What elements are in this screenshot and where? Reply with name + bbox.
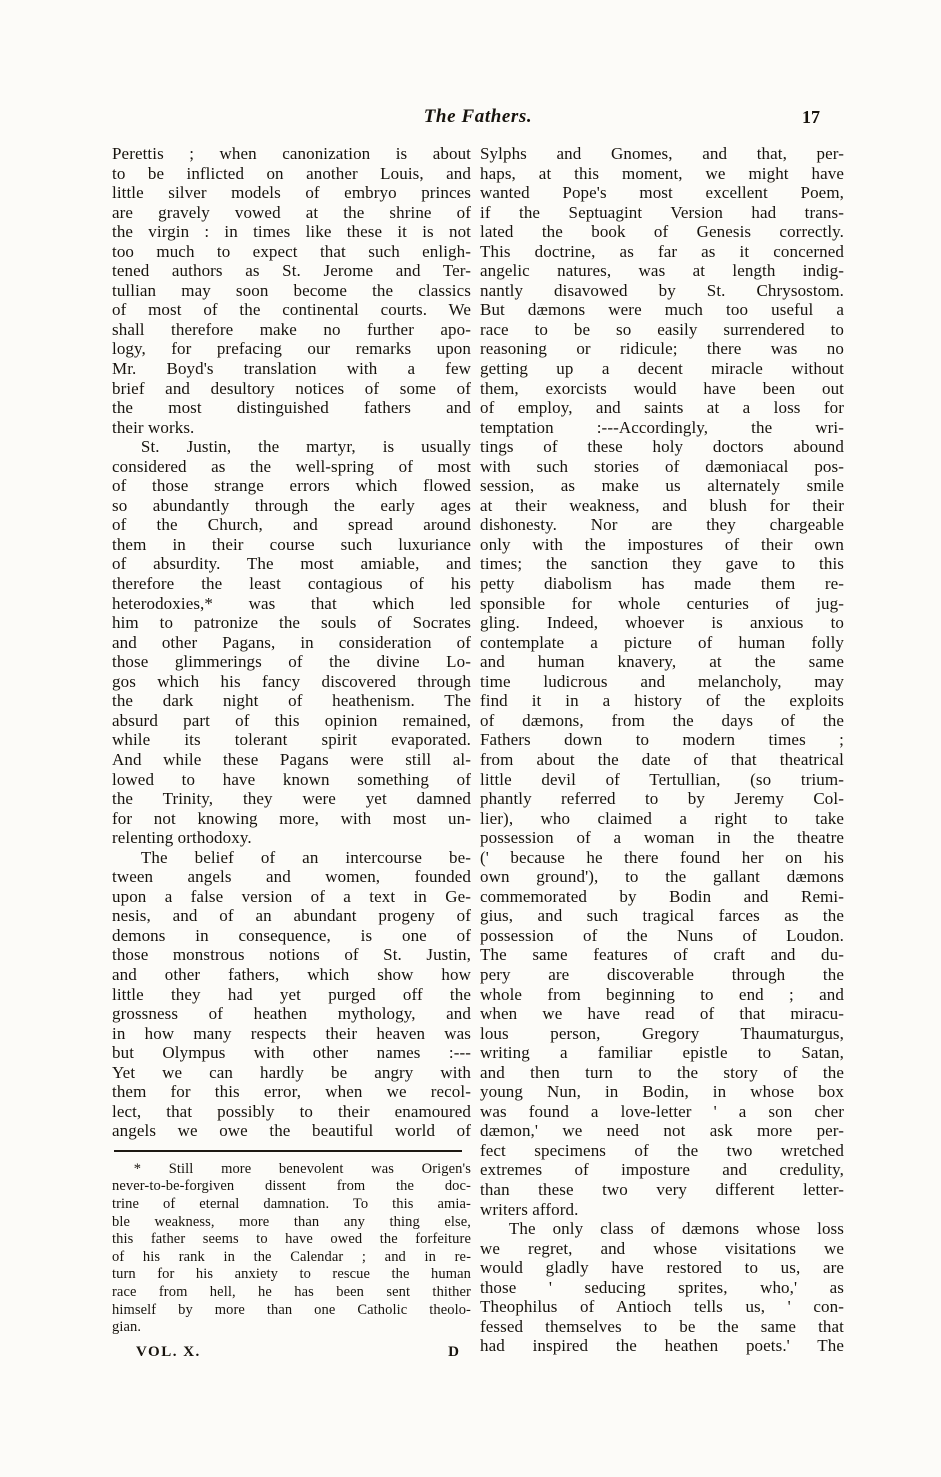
text-line: little they had yet purged off the	[112, 984, 471, 1004]
text-line: in how many respects their heaven was	[112, 1023, 471, 1043]
footnote	[112, 1161, 471, 1337]
text-line: And while these Pagans were still al-	[112, 749, 471, 769]
running-title: The Fathers.	[423, 106, 533, 127]
text-line: trine of eternal damnation. To this amia-	[112, 1196, 471, 1213]
text-line: we regret, and whose visitations we	[480, 1238, 844, 1258]
text-line: sponsible for whole centuries of jug-	[480, 593, 844, 613]
text-line: times; the sanction they gave to this	[480, 554, 844, 574]
paragraph	[112, 848, 471, 1141]
text-line: dishonesty. Nor are they chargeable	[480, 515, 844, 535]
text-line: from about the date of that theatrical	[480, 749, 844, 769]
text-line: of those strange errors which flowed	[112, 476, 471, 496]
text-line: but Olympus with other names :---	[112, 1043, 471, 1063]
text-line: of the Church, and spread around	[112, 515, 471, 535]
text-line: lowed to have known something of	[112, 769, 471, 789]
text-line: Perettis ; when canonization is about	[112, 144, 471, 163]
text-line: This doctrine, as far as it concerned	[480, 241, 844, 261]
column-footer	[112, 1337, 471, 1361]
text-line: therefore the least contagious of his	[112, 574, 471, 594]
text-line: gian.	[112, 1319, 142, 1336]
text-line: brief and desultory notices of some of	[112, 378, 471, 398]
text-line: young Nun, in Bodin, in whose box	[480, 1082, 844, 1102]
text-line: them in their course such luxuriance	[112, 534, 471, 554]
volume-label: VOL. X.	[136, 1343, 201, 1360]
text-line: Theophilus of Antioch tells us, ' con-	[480, 1297, 844, 1317]
text-line: petty diabolism has made them re-	[480, 574, 844, 594]
text-line: lous person, Gregory Thaumaturgus,	[480, 1023, 844, 1043]
text-line: and other Pagans, in consideration of	[112, 632, 471, 652]
text-line: the most distinguished fathers and	[112, 398, 471, 418]
text-line: their works.	[112, 417, 195, 437]
text-line: and human knavery, at the same	[480, 652, 844, 672]
text-line: phantly referred to by Jeremy Col-	[480, 789, 844, 809]
text-line: temptation :---Accordingly, the wri-	[480, 417, 844, 437]
text-line: The same features of craft and du-	[480, 945, 844, 965]
text-line: St. Justin, the martyr, is usually	[140, 437, 471, 457]
text-line: gius, and such tragical farces as the	[480, 906, 844, 926]
text-line: relenting orthodoxy.	[112, 828, 252, 848]
text-line: was found a love-letter ' a son cher	[480, 1101, 844, 1121]
text-line: of dæmons, from the days of the	[480, 710, 844, 730]
text-line: The only class of dæmons whose loss	[508, 1219, 844, 1239]
text-line: tened authors as St. Jerome and Ter-	[112, 261, 471, 281]
text-line: The belief of an intercourse be-	[140, 847, 471, 867]
page-number: 17	[802, 107, 820, 127]
text-line: this father seems to have owed the forfeiture	[112, 1231, 471, 1248]
text-line: nantly disavowed by St. Chrysostom.	[480, 280, 844, 300]
text-line: own ground'), to the gallant dæmons	[480, 867, 844, 887]
text-line: fessed themselves to be the same that	[480, 1316, 844, 1336]
text-line: tullian may soon become the classics	[112, 280, 471, 300]
footnote-divider	[114, 1150, 462, 1152]
text-line: Yet we can hardly be angry with	[112, 1062, 471, 1082]
text-line: gos which his fancy discovered through	[112, 671, 471, 691]
text-line: of absurdity. The most amiable, and	[112, 554, 471, 574]
text-line: at their weakness, and blush for their	[480, 495, 844, 515]
text-line: Fathers down to modern times ;	[480, 730, 844, 750]
text-line: lier), who claimed a right to take	[480, 808, 844, 828]
right-column	[480, 144, 844, 1361]
text-line: grossness of heathen mythology, and	[112, 1004, 471, 1024]
text-line: absurd part of this opinion remained,	[112, 710, 471, 730]
text-line: himself by more than one Catholic theolo-	[112, 1301, 471, 1318]
text-line: find it in a history of the exploits	[480, 691, 844, 711]
text-line: session, as make us alternately smile	[480, 476, 844, 496]
text-line: writers afford.	[480, 1199, 579, 1219]
text-line: for not knowing more, with most un-	[112, 808, 471, 828]
text-line: possession of the Nuns of Loudon.	[480, 925, 844, 945]
text-line: whole from beginning to end ; and	[480, 984, 844, 1004]
text-line: him to patronize the souls of Socrates	[112, 613, 471, 633]
text-line: had inspired the heathen poets.' The	[480, 1336, 844, 1356]
text-line: upon a false version of a text in Ge-	[112, 886, 471, 906]
text-line: lect, that possibly to their enamoured	[112, 1101, 471, 1121]
text-line: to be inflicted on another Louis, and	[112, 163, 471, 183]
text-line: and other fathers, which show how	[112, 964, 471, 984]
text-line: tween angels and women, founded	[112, 867, 471, 887]
text-line: (' because he there found her on his	[480, 847, 844, 867]
text-line: fect specimens of the two wretched	[480, 1140, 844, 1160]
paragraph	[112, 144, 471, 437]
text-line: of employ, and saints at a loss for	[480, 398, 844, 418]
text-line: of his rank in the Calendar ; and in re-	[112, 1248, 471, 1265]
paragraph	[112, 437, 471, 847]
text-line: of most of the continental courts. We	[112, 300, 471, 320]
text-line: too much to expect that such enligh-	[112, 241, 471, 261]
text-line: Sylphs and Gnomes, and that, per-	[480, 144, 844, 163]
paragraph	[480, 144, 844, 1219]
text-line: heterodoxies,* was that which led	[112, 593, 471, 613]
text-line: writing a familiar epistle to Satan,	[480, 1043, 844, 1063]
text-line: while its tolerant spirit evaporated.	[112, 730, 471, 750]
text-line: little devil of Tertullian, (so trium-	[480, 769, 844, 789]
text-line: little silver models of embryo princes	[112, 183, 471, 203]
right-column-text	[480, 144, 844, 1356]
text-line: commemorated by Bodin and Remi-	[480, 886, 844, 906]
text-line: considered as the well-spring of most	[112, 456, 471, 476]
text-line: tings of these holy doctors abound	[480, 437, 844, 457]
text-line: and then turn to the story of the	[480, 1062, 844, 1082]
text-line: contemplate a picture of human folly	[480, 632, 844, 652]
text-line: getting up a decent miracle without	[480, 359, 844, 379]
text-line: them, exorcists would have been out	[480, 378, 844, 398]
text-line: shall therefore make no further apo-	[112, 319, 471, 339]
text-line: But dæmons were much too useful a	[480, 300, 844, 320]
page-header	[112, 106, 844, 134]
text-line: extremes of imposture and credulity,	[480, 1160, 844, 1180]
text-line: possession of a woman in the theatre	[480, 828, 844, 848]
text-line: the virgin : in times like these it is not	[112, 222, 471, 242]
text-line: lated the book of Genesis correctly.	[480, 222, 844, 242]
text-line: gling. Indeed, whoever is anxious to	[480, 613, 844, 633]
text-line: demons in consequence, is one of	[112, 925, 471, 945]
text-line: logy, for prefacing our remarks upon	[112, 339, 471, 359]
printer-signature-mark: D	[448, 1343, 459, 1360]
text-line: those ' seducing sprites, who,' as	[480, 1277, 844, 1297]
text-line: reasoning or ridicule; there was no	[480, 339, 844, 359]
text-line: only with the impostures of their own	[480, 534, 844, 554]
text-line: them for this error, when we recol-	[112, 1082, 471, 1102]
text-line: wanted Pope's most excellent Poem,	[480, 183, 844, 203]
left-column-text	[112, 144, 471, 1141]
text-line: those monstrous notions of St. Justin,	[112, 945, 471, 965]
text-line: time ludicrous and melancholy, may	[480, 671, 844, 691]
text-line: those glimmerings of the divine Lo-	[112, 652, 471, 672]
text-line: are gravely vowed at the shrine of	[112, 202, 471, 222]
text-line: the Trinity, they were yet damned	[112, 789, 471, 809]
text-line: * Still more benevolent was Origen's	[133, 1160, 471, 1177]
text-line: angelic natures, was at length indig-	[480, 261, 844, 281]
text-line: when we have read of that miracu-	[480, 1004, 844, 1024]
text-line: turn for his anxiety to rescue the human	[112, 1266, 471, 1283]
text-line: haps, at this moment, we might have	[480, 163, 844, 183]
text-line: race from hell, he has been sent thither	[112, 1284, 471, 1301]
text-line: than these two very different letter-	[480, 1179, 844, 1199]
text-line: never-to-be-forgiven dissent from the doc-	[112, 1178, 471, 1195]
text-line: pery are discoverable through the	[480, 964, 844, 984]
text-line: would gladly have restored to us, are	[480, 1258, 844, 1278]
text-line: race to be so easily surrendered to	[480, 319, 844, 339]
text-line: the dark night of heathenism. The	[112, 691, 471, 711]
text-line: with such stories of dæmoniacal pos-	[480, 456, 844, 476]
text-line: dæmon,' we need not ask more per-	[480, 1121, 844, 1141]
text-line: if the Septuagint Version had trans-	[480, 202, 844, 222]
text-line: angels we owe the beautiful world of	[112, 1121, 471, 1141]
paragraph	[112, 1161, 471, 1337]
paragraph	[480, 1219, 844, 1356]
left-column	[112, 144, 471, 1361]
text-line: nesis, and of an abundant progeny of	[112, 906, 471, 926]
text-line: so abundantly through the early ages	[112, 495, 471, 515]
text-line: Mr. Boyd's translation with a few	[112, 359, 471, 379]
text-columns	[112, 144, 844, 1361]
text-line: ble weakness, more than any thing else,	[112, 1213, 471, 1230]
